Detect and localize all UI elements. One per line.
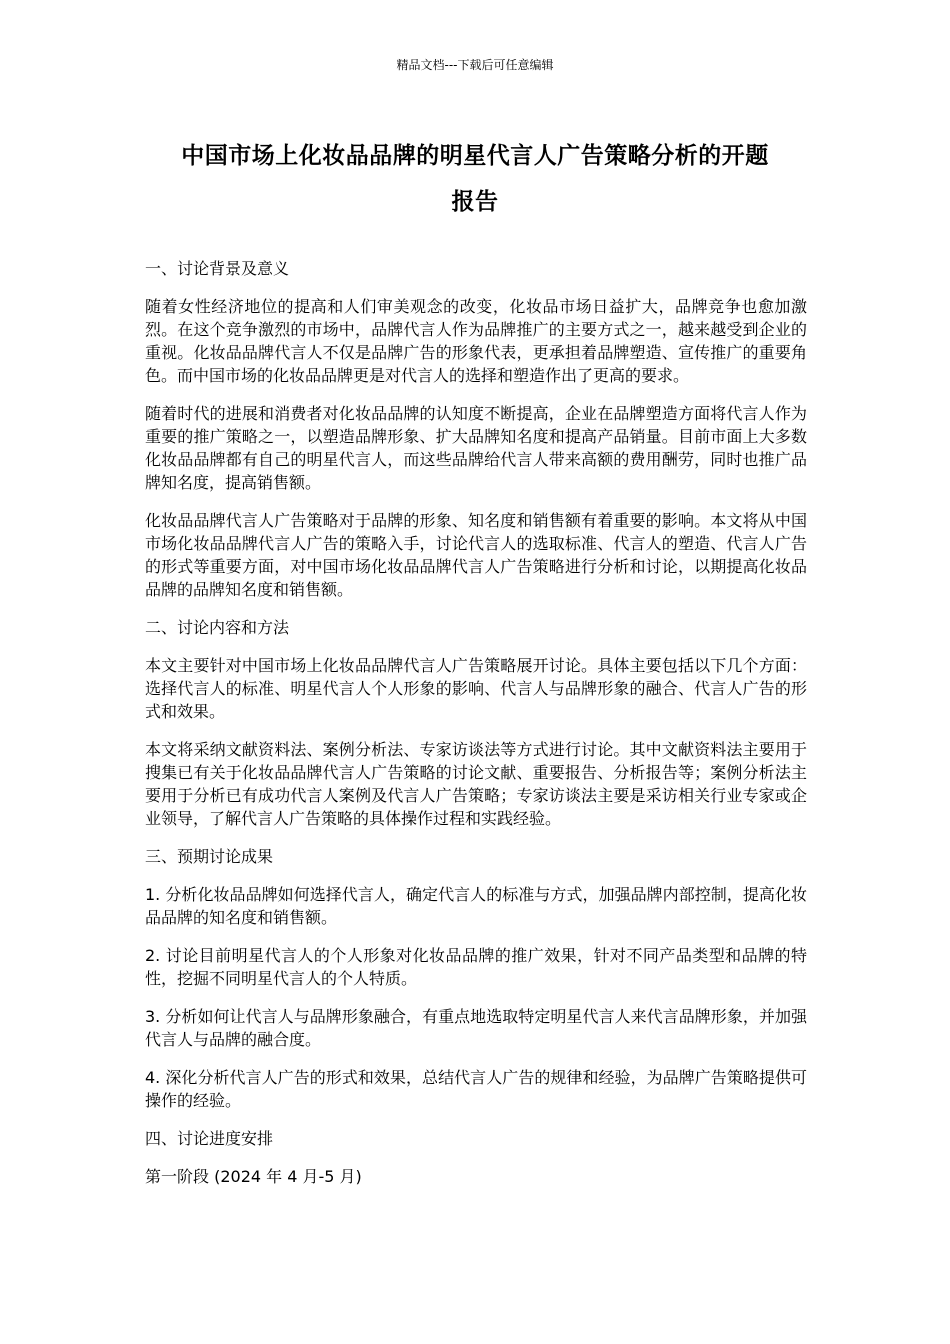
document-title [145,133,805,225]
list-item: 3. 分析如何让代言人与品牌形象融合，有重点地选取特定明星代言人来代言品牌形象，并加强代言人与品牌的融合度。 [145,1007,807,1049]
list-item: 1. 分析化妆品品牌如何选择代言人，确定代言人的标准与方式，加强品牌内部控制，提高化妆品品牌的知名度和销售额。 [145,885,807,927]
document-body [145,257,807,1203]
stage-line: 第一阶段 (2024 年 4 月-5 月) [145,1167,362,1186]
list-item: 2. 讨论目前明星代言人的个人形象对化妆品品牌的推广效果，针对不同产品类型和品牌的特性，挖掘不同明星代言人的个人特质。 [145,946,807,988]
header-note: 精品文档---下载后可任意编辑 [396,58,554,72]
section-heading-3: 三、预期讨论成果 [145,847,274,866]
paragraph: 本文主要针对中国市场上化妆品品牌代言人广告策略展开讨论。具体主要包括以下几个方面：选择代言人的标准、明星代言人个人形象的影响、代言人与品牌形象的融合、代言人广告的形式和效果。 [145,656,807,721]
paragraph: 随着时代的进展和消费者对化妆品品牌的认知度不断提高，企业在品牌塑造方面将代言人作为重要的推广策略之一，以塑造品牌形象、扩大品牌知名度和提高产品销量。目前市面上大多数化妆品品牌都有自己的明星代言人，而这些品牌给代言人带来高额的费用酬劳，同时也推广品牌知名度，提高销售额。 [145,404,807,492]
paragraph: 随着女性经济地位的提高和人们审美观念的改变，化妆品市场日益扩大，品牌竞争也愈加激烈。在这个竞争激烈的市场中，品牌代言人作为品牌推广的主要方式之一，越来越受到企业的重视。化妆品品牌代言人不仅是品牌广告的形象代表，更承担着品牌塑造、宣传推广的重要角色。而中国市场的化妆品品牌更是对代言人的选择和塑造作出了更高的要求。 [145,297,807,385]
list-item: 4. 深化分析代言人广告的形式和效果，总结代言人广告的规律和经验，为品牌广告策略提供可操作的经验。 [145,1068,807,1110]
paragraph: 本文将采纳文献资料法、案例分析法、专家访谈法等方式进行讨论。其中文献资料法主要用于搜集已有关于化妆品品牌代言人广告策略的讨论文献、重要报告、分析报告等；案例分析法主要用于分析已有成功代言人案例及代言人广告策略；专家访谈法主要是采访相关行业专家或企业领导，了解代言人广告策略的具体操作过程和实践经验。 [145,740,807,828]
title-line-1: 中国市场上化妆品品牌的明星代言人广告策略分析的开题 [181,143,769,169]
section-heading-4: 四、讨论进度安排 [145,1129,274,1148]
paragraph: 化妆品品牌代言人广告策略对于品牌的形象、知名度和销售额有着重要的影响。本文将从中国市场化妆品品牌代言人广告的策略入手，讨论代言人的选取标准、代言人的塑造、代言人广告的形式等重要方面，对中国市场化妆品品牌代言人广告策略进行分析和讨论，以期提高化妆品品牌的品牌知名度和销售额。 [145,511,807,599]
section-heading-1: 一、讨论背景及意义 [145,259,290,278]
title-line-2: 报告 [451,189,499,215]
section-heading-2: 二、讨论内容和方法 [145,618,290,637]
